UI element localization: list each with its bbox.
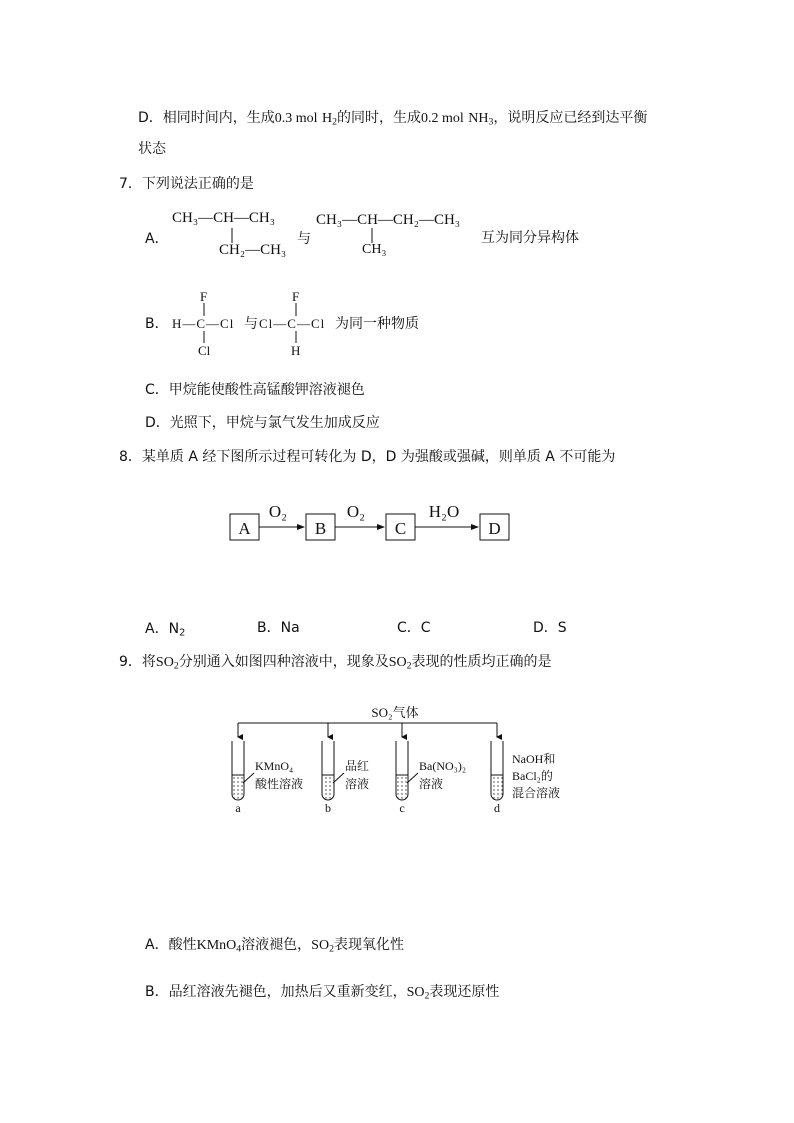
q7-option-c: C．甲烷能使酸性高锰酸钾溶液褪色 (145, 382, 365, 398)
q9-option-b: B．品红溶液先褪色，加热后又重新变红，$SO_2$表现还原性 (145, 984, 500, 1002)
q7-b-mol1-mid: H—C—Cl (172, 316, 235, 331)
q8-option-a: A．$N_2$ (145, 621, 186, 639)
q6-d-prefix: D．相同时间内，生成 (138, 110, 275, 126)
q7-a-mol1-branch: CH₂—CH₃ (219, 242, 287, 258)
q8-option-b: B．Na (257, 620, 300, 636)
q9-tube-c-label2: 溶液 (419, 777, 444, 791)
q9-tube-a-id: a (235, 801, 241, 815)
q9-stem: 9．将$SO_2$分别通入如图四种溶液中，现象及$SO_2$表现的性质均正确的是 (119, 654, 552, 672)
q6-d-line2: 状态 (138, 141, 166, 157)
q9-tube-a-liquid (232, 775, 244, 800)
q9-tube-d-id: d (494, 801, 500, 815)
q9-tube-b-label2: 溶液 (345, 777, 370, 791)
q8-stem: 8．某单质 A 经下图所示过程可转化为 D，D 为强酸或强碱，则单质 A 不可能为 (119, 449, 616, 465)
q9-tube-d-label1: NaOH和 (512, 752, 556, 766)
q9-tube-c-pointer (407, 773, 418, 783)
q7-a-mol1-chain: CH₃—CH—CH₃ (172, 210, 275, 226)
q8-box-d-label: D (488, 519, 501, 538)
q8-option-c: C．C (397, 620, 431, 636)
q6-d-nh3: $NH_3$ (468, 111, 494, 128)
q8-box-b-label: B (314, 519, 327, 538)
q6-d-suffix: ，说明反应已经到达平衡 (493, 110, 648, 126)
q7-b-conj: 与 (244, 316, 258, 332)
q8-box-a-label: A (238, 519, 251, 538)
q7-a-mol2-branch: CH₃ (362, 242, 387, 257)
q7-b-mol1-top: F (200, 289, 208, 304)
q9-a-kmno4: KMnO$_4$ (196, 938, 242, 955)
q6-d-amount2: 0.2 mol (421, 111, 464, 126)
q8-reagent-3: H₂O (428, 502, 460, 521)
q7-b-mol2-mid: Cl—C—Cl (259, 316, 326, 331)
q7-b-tail: 为同一种物质 (335, 316, 419, 332)
q8-reagent-2: O₂ (346, 502, 366, 521)
q9-tube-c-id: c (399, 801, 405, 815)
q9-tube-b-label1: 品红 (345, 759, 370, 773)
q9-tube-c-label1: Ba(NO₃)₂ (419, 759, 467, 773)
q7-a-tail: 互为同分异构体 (481, 230, 579, 246)
q9-tube-b-pointer (333, 773, 344, 783)
q9-tube-d-label2: BaCl₂的 (512, 769, 553, 783)
q8-option-d: D．S (533, 620, 567, 636)
q6-d-mid: 的同时，生成 (337, 110, 422, 126)
q7-stem: 7．下列说法正确的是 (119, 176, 254, 192)
q7-b-mol2-bot: H (291, 343, 301, 358)
q9-tube-b-id: b (325, 801, 331, 815)
q6-d-h2: $H_2$ (322, 111, 338, 128)
q9-stem-so2-b: $SO_2$ (388, 655, 412, 672)
q9-tube-b-liquid (322, 775, 334, 800)
q9-tube-a-pointer (243, 773, 254, 783)
q7-a-mol2-chain: CH₃—CH—CH₂—CH₃ (316, 212, 461, 228)
q7-b-label: B． (145, 316, 169, 332)
q7-b-mol2-top: F (292, 289, 300, 304)
q9-a-so2: $SO_2$ (311, 938, 334, 955)
q9-gas-label: SO₂气体 (371, 705, 419, 720)
q9-tube-d-liquid (491, 775, 503, 800)
q7-option-d: D．光照下，甲烷与氯气发生加成反应 (145, 415, 380, 431)
q9-tube-a-label1: KMnO₄ (255, 759, 294, 773)
q7-a-conj: 与 (297, 231, 311, 247)
q9-stem-so2-a: $SO_2$ (155, 655, 179, 672)
q7-a-label: A． (145, 231, 169, 247)
q8-box-c-label: C (394, 519, 407, 538)
q8-reagent-1: O₂ (268, 502, 288, 521)
q9-tube-d-label3: 混合溶液 (512, 786, 561, 800)
q6-d-amount1: 0.3 mol (274, 111, 318, 126)
q9-option-a: A．酸性KMnO$_4$溶液褪色，$SO_2$表现氧化性 (145, 937, 404, 955)
q9-tube-c-liquid (396, 775, 408, 800)
q9-b-so2: $SO_2$ (406, 985, 430, 1002)
q9-tube-a-label2: 酸性溶液 (255, 777, 304, 791)
q7-b-mol1-bot: Cl (198, 343, 211, 358)
